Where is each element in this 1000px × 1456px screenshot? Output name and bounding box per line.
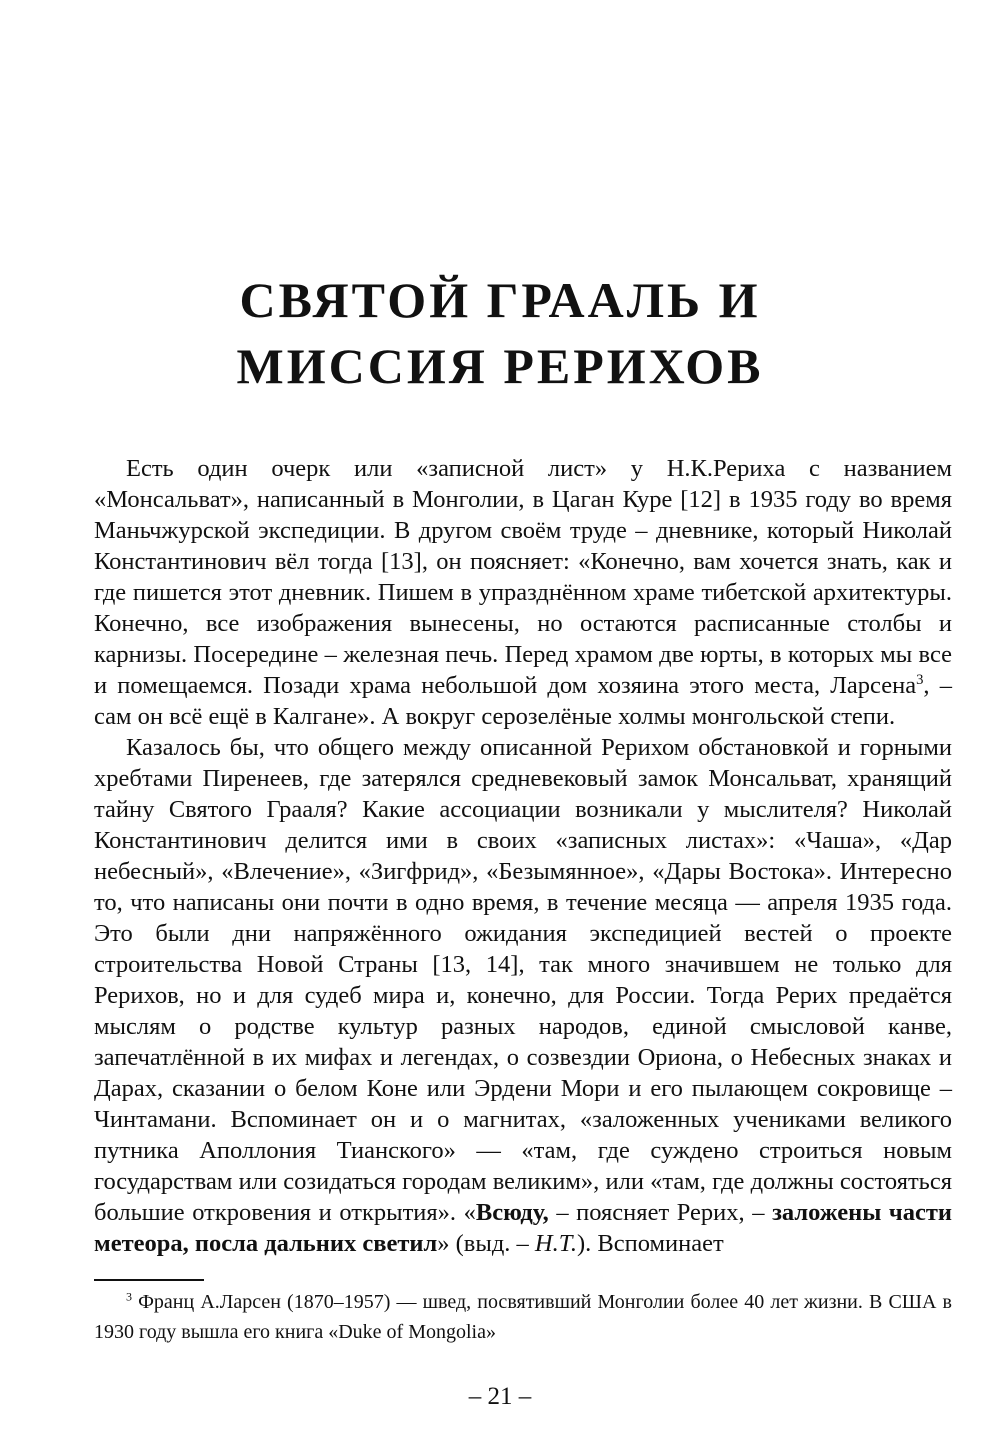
footnote-number: 3	[126, 1289, 132, 1304]
paragraph-2-text-d: ). Вспоминает	[576, 1230, 724, 1257]
paragraph-1-text-b: , – сам он всё ещё в Калгане». А вокруг серозелёные холмы монгольской степи.	[94, 672, 952, 730]
chapter-title-line-1: СВЯТОЙ ГРААЛЬ И	[239, 272, 761, 328]
body-text	[94, 453, 952, 1259]
chapter-title-line-2: МИССИЯ РЕРИХОВ	[236, 338, 764, 394]
paragraph-1	[94, 453, 952, 732]
bold-emphasis-2: заложены части метеора, посла дальних светил	[94, 1199, 952, 1257]
footnote-reference: 3	[916, 671, 924, 688]
paragraph-2-text-c: » (выд. –	[437, 1230, 535, 1257]
footnote	[94, 1287, 952, 1347]
footnote-text: Франц А.Ларсен (1870–1957) — швед, посвятивший Монголии более 40 лет жизни. В США в 1930 году вышла его книга «Duke of Mongolia»	[94, 1291, 952, 1343]
bold-emphasis-1: Всюду,	[475, 1199, 549, 1226]
page-number: – 21 –	[468, 1383, 532, 1410]
paragraph-2-text-a: Казалось бы, что общего между описанной Рерихом обстановкой и горными хребтами Пиренеев, где затерялся средневековый замок Монсальват, хранящий тайну Святого Грааля? Какие ассоциации возникали у мыслителя? Николай Константинович делится ими в своих «записных листах»: «Чаша», «Дар небесный», «Влечение», «Зигфрид», «Безымянное», «Дары Востока». Интересно то, что написаны они почти в одно время, в течение месяца — апреля 1935 года. Это были дни напряжённого ожидания экспедицией вестей о проекте строительства Новой Страны [13, 14], так много значившем не только для Рерихов, но и для судеб мира и, конечно, для России. Тогда Рерих предаётся мыслям о родстве культур разных народов, единой смысловой канве, запечатлённой в их мифах и легендах, о созвездии Ориона, о Небесных знаках и Дарах, сказании о белом Коне или Эрдени Мори и его пылающем сокровище – Чинтамани. Вспоминает он и о магнитах, «заложенных учениками великого путника Аполлония Тианского» — «там, где суждено строиться новым государствам или созидаться городам великим», или «там, где должны состояться большие откровения и открытия». «	[94, 734, 952, 1226]
footnote-divider	[94, 1279, 204, 1281]
paragraph-2-text-b: – поясняет Рерих, –	[548, 1199, 773, 1226]
paragraph-1-text-a: Есть один очерк или «записной лист» у Н.К.Рериха с названием «Монсальват», написанный в Монголии, в Цаган Куре [12] в 1935 году во время Маньчжурской экспедиции. В другом своём труде – дневнике, который Николай Константинович вёл тогда [13], он поясняет: «Конечно, вам хочется знать, как и где пишется этот дневник. Пишем в упразднённом храме тибетской архитектуры. Конечно, все изображения вынесены, но остаются расписанные столбы и карнизы. Посередине – железная печь. Перед храмом две юрты, в которых мы все и помещаемся. Позади храма небольшой дом хозяина этого места, Ларсена	[94, 455, 952, 699]
italic-initials: Н.Т.	[534, 1230, 577, 1257]
paragraph-2	[94, 732, 952, 1259]
